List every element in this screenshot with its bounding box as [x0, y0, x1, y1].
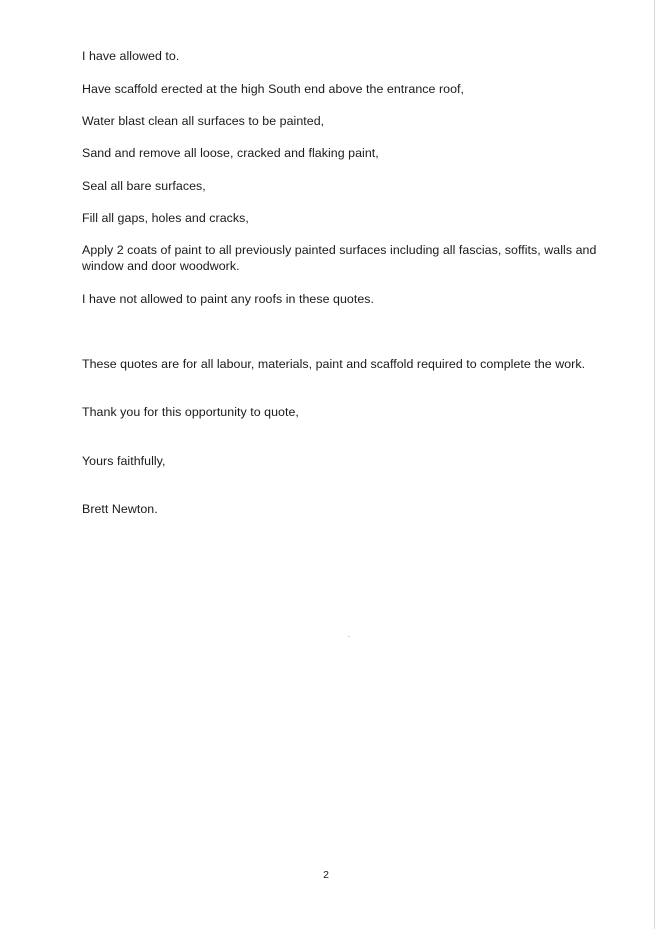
scope-item-water-blast: Water blast clean all surfaces to be painted, [82, 114, 325, 128]
exclusion-note: I have not allowed to paint any roofs in these quotes. [82, 292, 375, 306]
scope-item-apply-paint: Apply 2 coats of paint to all previously painted surfaces including all fascias, soffits, walls and window and door woodwork. [82, 243, 597, 273]
scan-edge-line [654, 0, 655, 929]
thanks-line: Thank you for this opportunity to quote, [82, 405, 299, 419]
scope-item-scaffold: Have scaffold erected at the high South end above the entrance roof, [82, 82, 465, 96]
scope-item-sand: Sand and remove all loose, cracked and flaking paint, [82, 146, 379, 160]
closing-line: Yours faithfully, [82, 454, 166, 468]
signature-name: Brett Newton. [82, 502, 158, 516]
quote-scope-statement: These quotes are for all labour, materials, paint and scaffold required to complete the work. [82, 357, 586, 371]
page-number: 2 [323, 869, 329, 881]
intro-line: I have allowed to. [82, 49, 180, 63]
scope-item-fill: Fill all gaps, holes and cracks, [82, 211, 249, 225]
scope-item-seal: Seal all bare surfaces, [82, 179, 206, 193]
scan-speck [348, 636, 350, 637]
